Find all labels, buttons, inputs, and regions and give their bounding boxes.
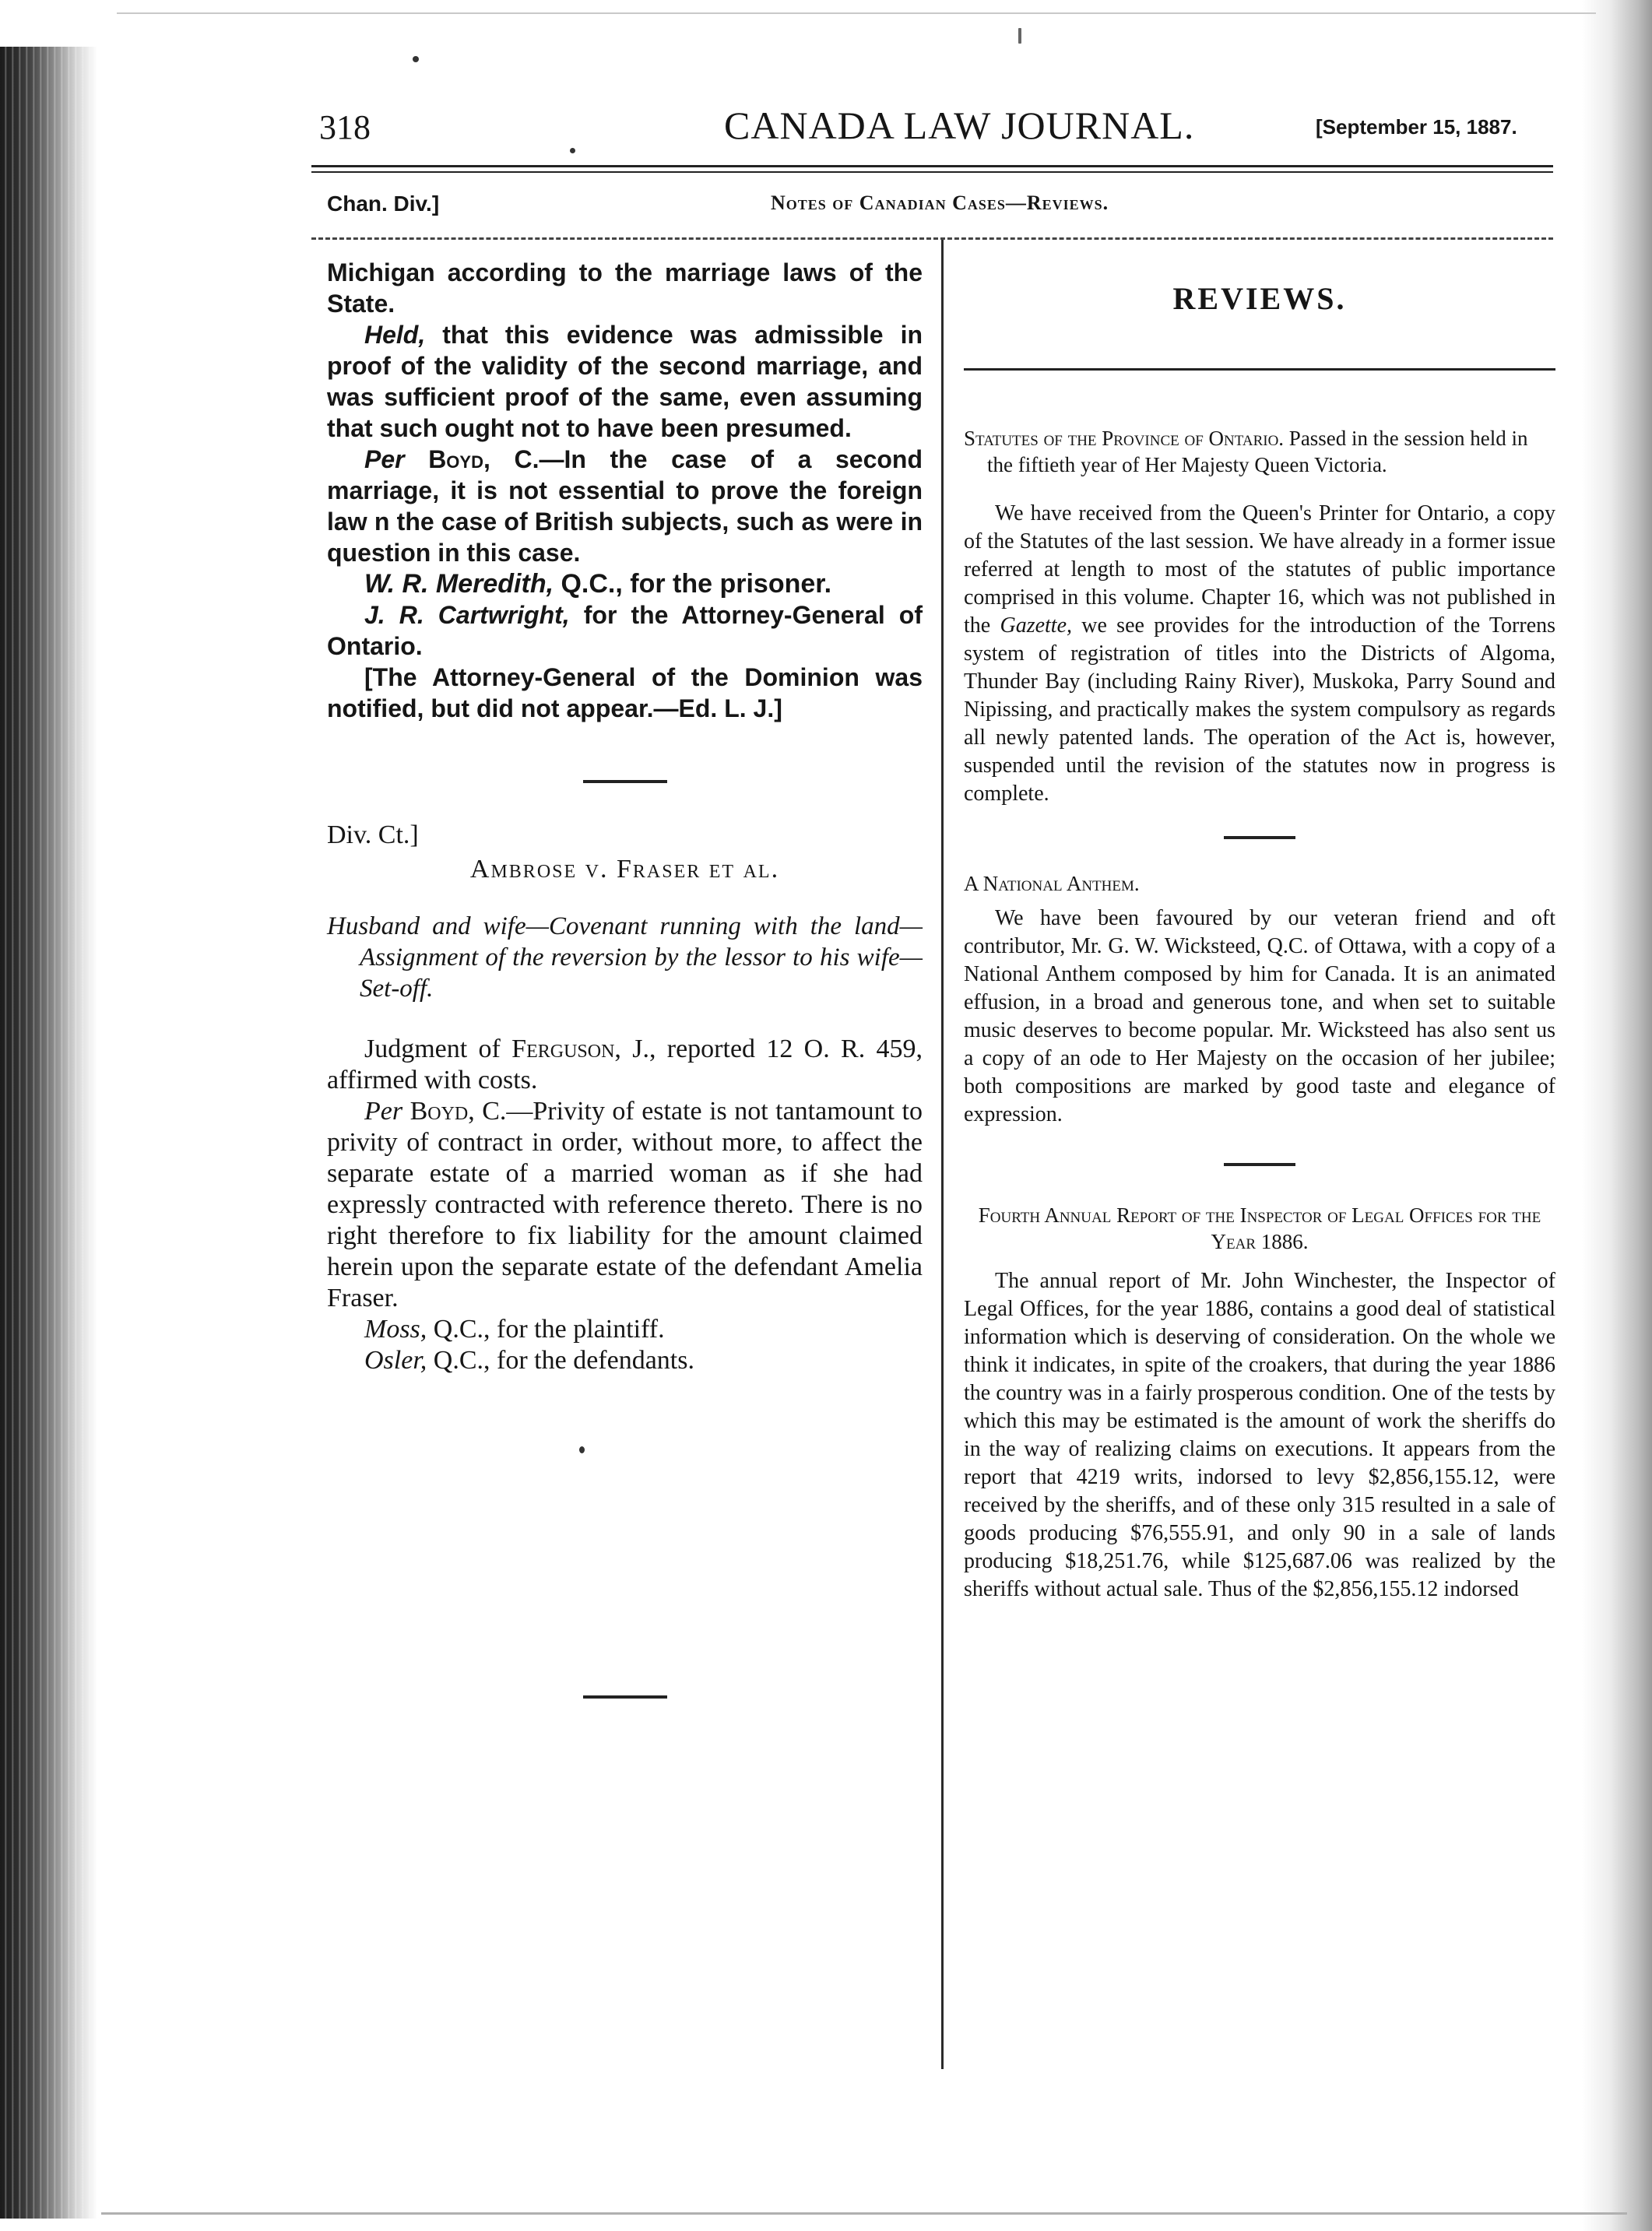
held-paragraph <box>327 319 923 444</box>
review-1-subtitle: Passed in the session held in the fiftieth year of Her Majesty Queen Victoria. <box>987 427 1528 476</box>
review-1-gazette: Gazette, <box>1000 613 1073 638</box>
counsel-text-1: Q.C., for the prisoner. <box>561 569 832 599</box>
per-label: Per <box>364 445 405 473</box>
scan-speck <box>579 1446 585 1453</box>
counsel-line-2 <box>327 599 923 662</box>
section-title: Notes of Canadian Cases—Reviews. <box>771 191 1109 214</box>
review-2-title <box>964 870 1555 897</box>
per-boyd-paragraph-2 <box>327 1096 923 1314</box>
end-of-column-rule <box>583 1695 667 1699</box>
case-name: Ambrose v. Fraser et al. <box>469 855 780 884</box>
per-boyd-text-2: C.—Privity of estate is not tantamount to privity of contract in order, without more, to affect the separate estate of a married woman as if she had expressly contracted with reference thereto. There is no right therefore to fix liability for the amount claimed herein upon the separate estate of the defendant Amelia Fraser. <box>327 1097 923 1312</box>
counsel-text-2: for the Attorney-General of Ontario. <box>327 601 923 660</box>
reviews-title: REVIEWS. <box>1172 281 1347 316</box>
court-label: Div. Ct.] <box>327 820 419 849</box>
judgment-judge: Ferguson, <box>511 1035 621 1063</box>
per-boyd-text-1: C.—In the case of a second marriage, it is not essential to prove the foreign law n the case of British subjects, such as were in question in this case. <box>327 445 923 567</box>
counsel-line-4 <box>327 1345 923 1376</box>
review-1-body-pre: We have received from the Queen's Printer for Ontario, a copy of the Statutes of the last session. We have already in a former issue referred at length to most of the statutes of public importance comprised in this volume. Chapter 16, which was not published in the <box>964 501 1555 638</box>
section-court-label: Chan. Div.] <box>327 191 440 216</box>
scan-bottom-edge <box>101 2212 1627 2215</box>
review-1-body-post: we see provides for the introduction of the Torrens system of registration of titles into the Districts of Algoma, Thunder Bay (including Rainy River), Muskoka, Parry Sound and Nipissing, and practically makes the system compulsory as regards all newly patented lands. The operation of the Act is, however, suspended until the revision of the statutes now in progress is complete. <box>964 613 1556 806</box>
opening-paragraph: Michigan according to the marriage laws of the State. <box>327 258 923 318</box>
scan-binding-shadow <box>0 47 97 2219</box>
scan-page-edge <box>1582 0 1652 2231</box>
header-rule <box>311 165 1553 167</box>
judgment-post: J., reported 12 O. R. 459, affirmed with costs. <box>327 1035 923 1094</box>
issue-date: [September 15, 1887. <box>1316 115 1517 139</box>
review-1-title <box>964 425 1555 478</box>
per-label-2: Per <box>364 1097 403 1126</box>
held-text: that this evidence was admissible in proof of the validity of the second marriage, and was sufficient proof of the same, even assuming that such ought not to have been presumed. <box>327 321 923 442</box>
review-3-title <box>964 1202 1555 1255</box>
scan-speck <box>570 148 575 153</box>
section-head <box>327 191 1557 223</box>
running-head <box>319 100 1565 162</box>
review-2-heading: A National Anthem. <box>964 872 1140 895</box>
review-3-heading: Fourth Annual Report of the Inspector of Legal Offices for the Year 1886. <box>978 1203 1541 1253</box>
review-1-body <box>964 500 1555 808</box>
scan-speck <box>413 56 419 62</box>
judgment-pre: Judgment of <box>364 1035 501 1063</box>
header-rule-secondary <box>311 171 1553 173</box>
section-rule <box>311 237 1553 240</box>
review-3-body: The annual report of Mr. John Winchester, the Inspector of Legal Offices, for the year 1886, contains a good deal of statistical information which is deserving of consideration. On the whole we think it indicates, in spite of the croakers, that during the year 1886 the country was in a fairly prosperous condition. One of the tests by which this may be estimated is the amount of work the sheriffs do in the way of realizing claims on executions. It appears from the report that 4219 writs, indorsed to levy $2,856,155.12, were received by the sheriffs, and of these only 315 resulted in a sale of goods producing $76,555.91, and only 90 in a sale of lands producing $18,251.76, while $125,687.06 was realized by the sheriffs without actual sale. Thus of the $2,856,155.12 indorsed <box>964 1269 1555 1601</box>
judge-name: Boyd, <box>428 445 490 473</box>
journal-title: CANADA LAW JOURNAL. <box>724 104 1195 147</box>
left-column <box>327 257 923 1699</box>
counsel-line-3 <box>327 1314 923 1345</box>
editor-note: [The Attorney-General of the Dominion was notified, but did not appear.—Ed. L. J.] <box>327 663 923 722</box>
counsel-text-3: Q.C., for the plaintiff. <box>433 1315 665 1344</box>
page-number: 318 <box>319 108 371 146</box>
review-1-heading: Statutes of the Province of Ontario. <box>964 427 1285 450</box>
per-boyd-paragraph-1 <box>327 444 923 568</box>
counsel-name-2: J. R. Cartwright, <box>364 601 570 629</box>
scan-speck <box>1018 28 1021 44</box>
judge-name-2: Boyd, <box>409 1097 475 1126</box>
counsel-line-1 <box>327 568 923 599</box>
column-divider <box>941 240 944 2069</box>
counsel-name-1: W. R. Meredith, <box>364 569 554 599</box>
judgment-paragraph <box>327 1034 923 1096</box>
counsel-name-4: Osler, <box>364 1346 427 1375</box>
counsel-text-4: Q.C., for the defendants. <box>433 1346 694 1375</box>
scan-top-edge <box>117 12 1596 14</box>
counsel-name-3: Moss, <box>364 1315 427 1344</box>
right-column <box>964 280 1555 1604</box>
case-headnote: Husband and wife—Covenant running with the land—Assignment of the reversion by the lessor to his wife—Set-off. <box>327 912 923 1003</box>
held-label: Held, <box>364 321 426 349</box>
review-2-body: We have been favoured by our veteran friend and oft contributor, Mr. G. W. Wicksteed, Q.C. of Ottawa, with a copy of a National Anthem composed by him for Canada. It is an animated effusion, in a broad and generous tone, and when set to suitable music deserves to become popular. Mr. Wicksteed has also sent us a copy of an ode to Her Majesty on the occasion of her jubilee; both compositions are marked by good taste and elegance of expression. <box>964 906 1555 1126</box>
